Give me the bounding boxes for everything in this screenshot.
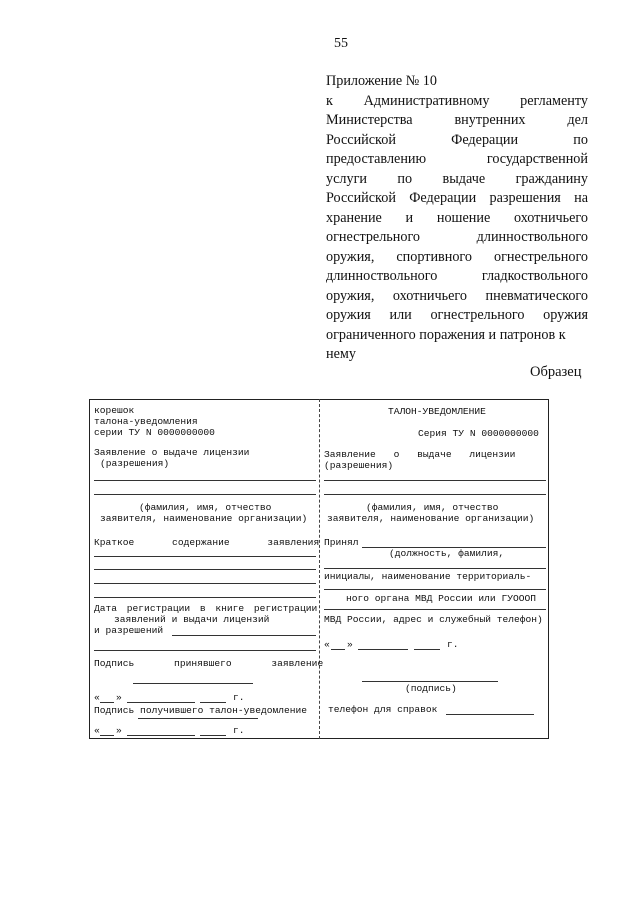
stub-line bbox=[100, 735, 114, 736]
appendix-line: оружия, охотничьего пневматического bbox=[326, 287, 588, 304]
stub-line bbox=[200, 735, 226, 736]
coupon-line bbox=[446, 714, 534, 715]
stub-statement: Заявление о выдаче лицензии bbox=[94, 447, 250, 458]
coupon-line bbox=[331, 649, 345, 650]
coupon-initials-caption: инициалы, наименование территориаль- bbox=[324, 571, 532, 582]
coupon-fio-caption-2: заявителя, наименование организации) bbox=[327, 513, 535, 524]
stub-title: корешок bbox=[94, 405, 135, 416]
coupon-line bbox=[324, 480, 546, 481]
stub-fio-caption-2: заявителя, наименование организации) bbox=[100, 513, 308, 524]
stub-date-close: » bbox=[116, 692, 122, 703]
stub-registration-2: заявлений и выдачи лицензий bbox=[114, 614, 270, 625]
stub-statement-sub: (разрешения) bbox=[100, 458, 170, 469]
stub-line bbox=[94, 556, 316, 557]
appendix-line: хранение и ношение охотничьего bbox=[326, 209, 588, 226]
stub-line bbox=[100, 702, 114, 703]
coupon-line bbox=[324, 494, 546, 495]
tear-line bbox=[319, 399, 320, 739]
coupon-date-close: » bbox=[347, 639, 353, 650]
coupon-date-open: « bbox=[324, 639, 330, 650]
appendix-line: к Административному регламенту bbox=[326, 92, 588, 109]
stub-date-open: « bbox=[94, 692, 100, 703]
appendix-line: длинноствольного гладкоствольного bbox=[326, 268, 588, 284]
stub-year: г. bbox=[233, 692, 245, 703]
coupon-line bbox=[324, 609, 546, 610]
stub-registration-3: и разрешений bbox=[94, 625, 164, 636]
stub-line bbox=[94, 597, 316, 598]
stub-fio-caption: (фамилия, имя, отчество bbox=[139, 502, 272, 513]
coupon-line bbox=[358, 649, 408, 650]
stub-line bbox=[94, 480, 316, 481]
coupon-line bbox=[324, 568, 546, 569]
stub-line bbox=[94, 569, 316, 570]
appendix-line: Министерства внутренних дел bbox=[326, 112, 588, 128]
appendix-line: оружия или огнестрельного оружия bbox=[326, 307, 588, 323]
appendix-line: предоставлению государственной bbox=[326, 151, 588, 167]
appendix-line: Российской Федерации по bbox=[326, 131, 588, 148]
appendix-title: Приложение № 10 bbox=[326, 73, 437, 89]
stub-line bbox=[94, 583, 316, 584]
coupon-statement: Заявление о выдаче лицензии bbox=[324, 449, 516, 460]
stub-line bbox=[127, 702, 195, 703]
stub-line bbox=[138, 718, 258, 719]
appendix-line: оружия, спортивного огнестрельного bbox=[326, 248, 588, 265]
coupon-year: г. bbox=[447, 639, 459, 650]
coupon-organ-caption: ного органа МВД России или ГУОООП bbox=[346, 593, 536, 604]
stub-year-2: г. bbox=[233, 725, 245, 736]
stub-line bbox=[133, 683, 253, 684]
coupon-title: ТАЛОН-УВЕДОМЛЕНИЕ bbox=[388, 406, 486, 417]
coupon-signature-caption: (подпись) bbox=[405, 683, 457, 694]
coupon-address-caption: МВД России, адрес и служебный телефон) bbox=[324, 614, 543, 625]
stub-registration: Дата регистрации в книге регистрации bbox=[94, 603, 318, 614]
stub-date-open-2: « bbox=[94, 725, 100, 736]
appendix-line: услуги по выдаче гражданину bbox=[326, 170, 588, 187]
stub-subtitle: талона-уведомления bbox=[94, 416, 198, 427]
stub-brief-label: Краткое содержание заявления bbox=[94, 537, 320, 548]
stub-line bbox=[94, 650, 316, 651]
appendix-line: огнестрельного длинноствольного bbox=[326, 229, 588, 245]
stub-series: серии ТУ N 0000000000 bbox=[94, 427, 215, 438]
coupon-phone-label: телефон для справок bbox=[328, 704, 438, 715]
appendix-header bbox=[326, 72, 588, 365]
stub-line bbox=[200, 702, 226, 703]
coupon-signature-line bbox=[362, 681, 498, 682]
coupon-accepted-label: Принял bbox=[324, 537, 359, 548]
coupon-fio-caption: (фамилия, имя, отчество bbox=[366, 502, 499, 513]
sample-label: Образец bbox=[530, 364, 582, 380]
stub-signature-label: Подпись принявшего заявление bbox=[94, 658, 324, 669]
appendix-line: Российской Федерации разрешения на bbox=[326, 190, 588, 206]
stub-line bbox=[172, 635, 316, 636]
coupon-position-caption: (должность, фамилия, bbox=[389, 548, 505, 559]
coupon-statement-sub: (разрешения) bbox=[324, 460, 394, 471]
coupon-line bbox=[324, 589, 546, 590]
stub-date-close-2: » bbox=[116, 725, 122, 736]
coupon-line bbox=[414, 649, 440, 650]
stub-line bbox=[127, 735, 195, 736]
stub-line bbox=[94, 494, 316, 495]
coupon-series: Серия ТУ N 0000000000 bbox=[418, 428, 539, 439]
appendix-line: ограниченного поражения и патронов к bbox=[326, 326, 566, 343]
page-number: 55 bbox=[334, 36, 348, 51]
appendix-line: нему bbox=[326, 346, 356, 362]
stub-receiver-label: Подпись получившего талон-уведомление bbox=[94, 705, 308, 716]
